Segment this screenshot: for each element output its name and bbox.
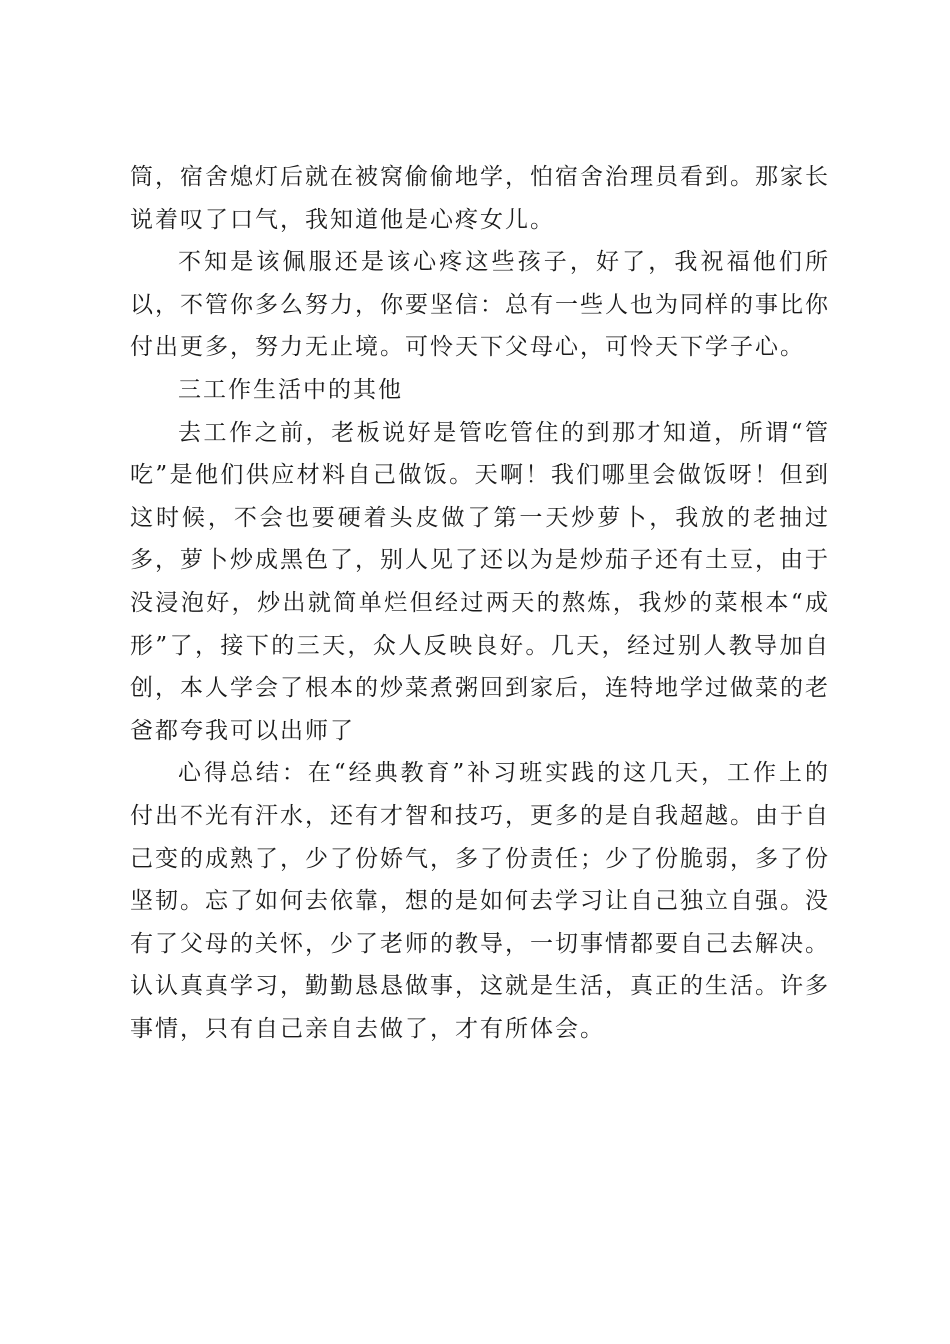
paragraph-summary: 心得总结：在“经典教育”补习班实践的这几天，工作上的付出不光有汗水，还有才智和技巧，更多的是自我超越。由于自己变的成熟了，少了份娇气，多了份责任；少了份脆弱，多了份坚韧。忘了如何去依靠，想的是如何去学习让自己独立自强。没有了父母的关怀，少了老师的教导，一切事情都要自己去解决。认认真真学习，勤勤恳恳做事，这就是生活，真正的生活。许多事情，只有自己亲自去做了，才有所体会。 (130, 760, 830, 1042)
section-heading: 三工作生活中的其他 (178, 376, 403, 403)
paragraph-3: 去工作之前，老板说好是管吃管住的到那才知道，所谓“管吃”是他们供应材料自己做饭。天啊！我们哪里会做饭呀！但到这时候，不会也要硬着头皮做了第一天炒萝卜，我放的老抽过多，萝卜炒成黑色了，别人见了还以为是炒茄子还有土豆，由于没浸泡好，炒出就简单烂但经过两天的熬炼，我炒的菜根本“成形”了，接下的三天，众人反映良好。几天，经过别人教导加自创，本人学会了根本的炒菜煮粥回到家后，连特地学过做菜的老爸都夸我可以出师了 (130, 419, 830, 744)
paragraph-2: 不知是该佩服还是该心疼这些孩子，好了，我祝福他们所以，不管你多么努力，你要坚信：总有一些人也为同样的事比你付出更多，努力无止境。可怜天下父母心，可怜天下学子心。 (130, 249, 830, 361)
document-body (130, 156, 830, 1050)
paragraph-1: 筒，宿舍熄灯后就在被窝偷偷地学，怕宿舍治理员看到。那家长说着叹了口气，我知道他是心疼女儿。 (130, 164, 830, 233)
